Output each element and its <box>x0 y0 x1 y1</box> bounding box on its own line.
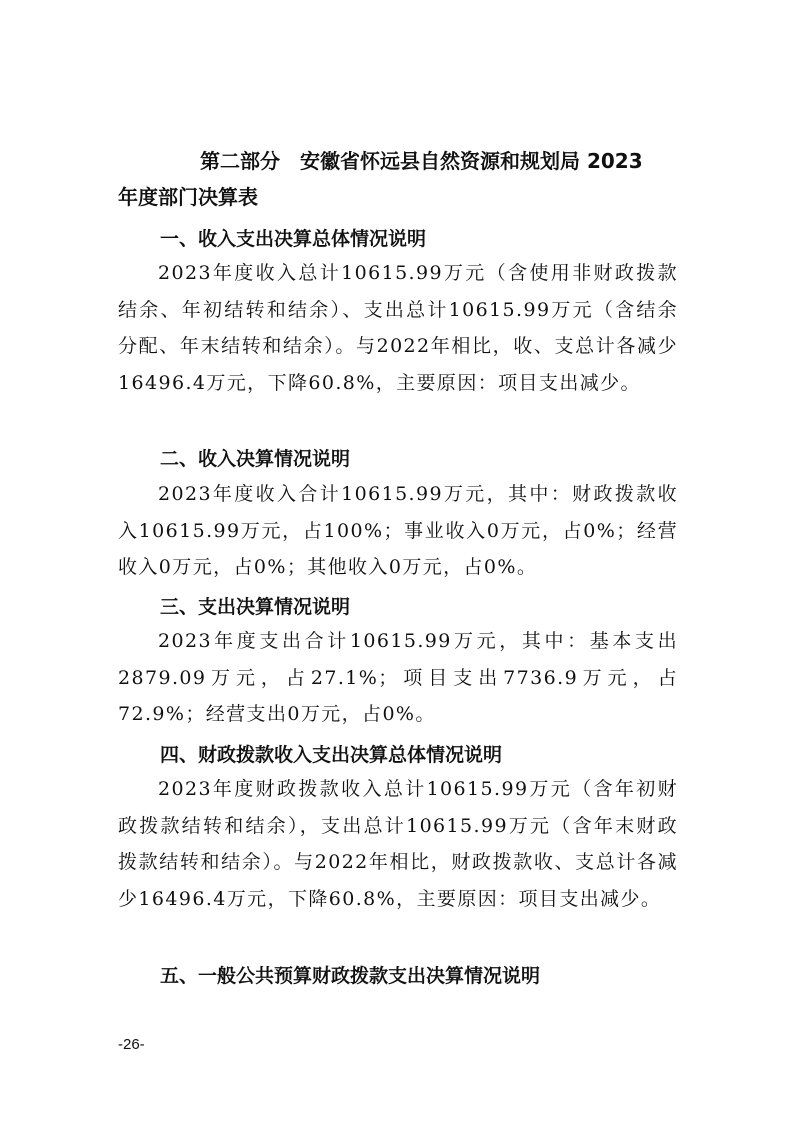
document-title-line1: 第二部分 安徽省怀远县自然资源和规划局 2023 <box>200 149 643 173</box>
section-body-4: 2023年度财政拨款收入总计10615.99万元（含年初财政拨款结转和结余），支出总计10615.99万元（含年末财政拨款结转和结余）。与2022年相比，财政拨款收、支总计各减少16496.4万元，下降60.8%，主要原因：项目支出减少。 <box>118 778 678 910</box>
section-body-1: 2023年度收入总计10615.99万元（含使用非财政拨款结余、年初结转和结余）、支出总计10615.99万元（含结余分配、年末结转和结余）。与2022年相比，收、支总计各减少16496.4万元，下降60.8%，主要原因：项目支出减少。 <box>118 262 678 394</box>
section-heading-4: 四、财政拨款收入支出决算总体情况说明 <box>160 744 503 766</box>
document-title-line2: 年度部门决算表 <box>118 185 258 209</box>
section-body-2: 2023年度收入合计10615.99万元，其中：财政拨款收入10615.99万元，占100%；事业收入0万元，占0%；经营收入0万元，占0%；其他收入0万元，占0%。 <box>118 483 678 578</box>
section-heading-1: 一、收入支出决算总体情况说明 <box>160 228 427 250</box>
section-heading-5: 五、一般公共预算财政拨款支出决算情况说明 <box>160 965 541 987</box>
section-heading-3: 三、支出决算情况说明 <box>160 596 351 618</box>
page-number: -26- <box>118 1036 145 1053</box>
section-body-3: 2023年度支出合计10615.99万元，其中：基本支出2879.09万元，占27.1%；项目支出7736.9万元，占72.9%；经营支出0万元，占0%。 <box>118 630 678 725</box>
section-heading-2: 二、收入决算情况说明 <box>160 448 351 470</box>
